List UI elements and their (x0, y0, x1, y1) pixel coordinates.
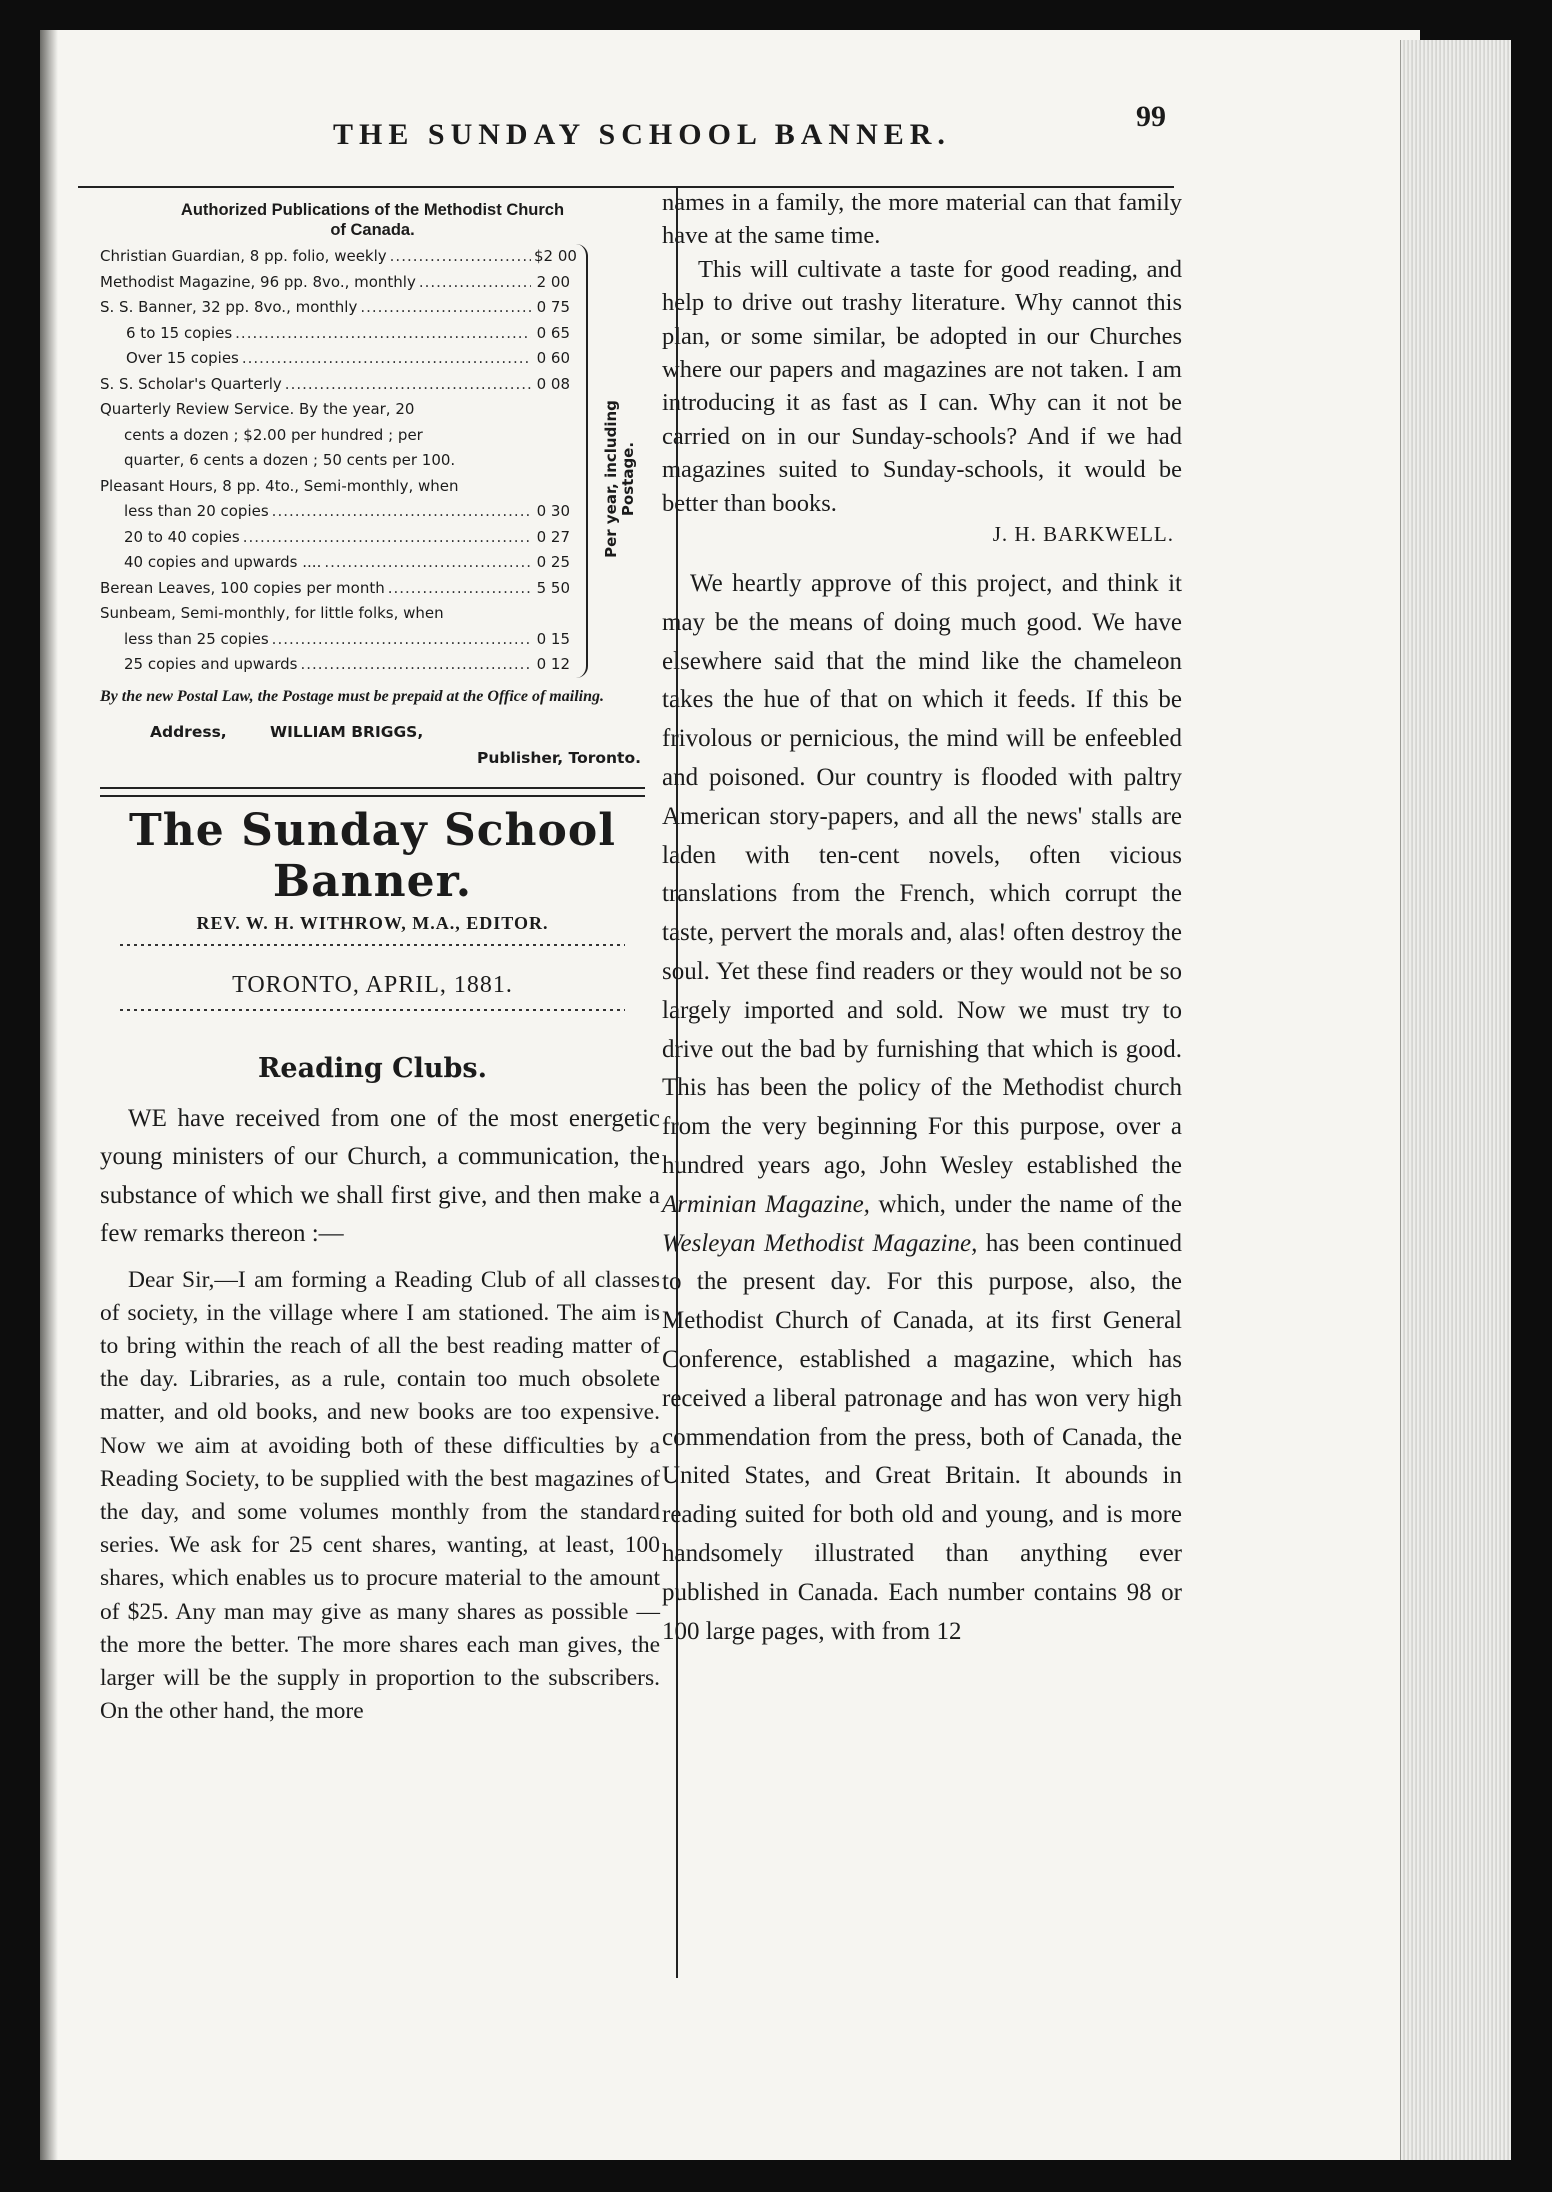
page-number: 99 (1136, 100, 1166, 133)
price-row (100, 601, 570, 627)
letter-right-p2: This will cultivate a taste for good reading, and help to drive out trashy literature. Why cannot this plan, or some similar, be adopted in our Churches where our papers and magazines are not taken. I am introducing it as fast as I can. Why can it not be carried on in our Sunday-schools? And if we had magazines suited to Sunday-schools, it would be better than books. (662, 255, 1182, 517)
leader-dots (419, 270, 531, 296)
price-row (100, 525, 570, 551)
publication-name: 6 to 15 copies (126, 323, 233, 342)
price-row (100, 423, 570, 449)
publication-price: 0 15 (536, 629, 570, 648)
publications-title: Authorized Publications of the Methodist Church of Canada. (180, 201, 565, 239)
publication-name: 20 to 40 copies (124, 527, 240, 546)
postal-note: By the new Postal Law, the Postage must be prepaid at the Office of mailing. (100, 687, 604, 705)
response-paragraph: We heartly approve of this project, and think it may be the means of doing much good. We have elsewhere said that the mind like the chameleon takes the hue of that on which it feeds. If this be frivolous or pernicious, the mind will be enfeebled and poisoned. Our country is flooded with paltry American story-papers, and all the news' stalls are laden with ten-cent novels, often vicious translations from the French, which corrupt the taste, pervert the morals and, alas! often destroy the soul. Yet these find readers or they would not be so largely imported and sold. Now we must try to drive out the bad by furnishing that which is good. This has been the policy of the Methodist church from the very beginning For this purpose, over a hundred years ago, John Wesley established the Arminian Magazine, which, under the name of the Wesleyan Methodist Magazine, has been continued to the present day. For this purpose, also, the Methodist Church of Canada, at its first General Conference, established a magazine, which has received a liberal patronage and has won very high commendation from the press, both of Canada, the United States, and Great Britain. It abounds in reading suited for both old and young, and is more handsomely illustrated than anything ever published in Canada. Each number contains 98 or 100 large pages, with from 12 (662, 570, 1182, 1645)
publication-name: Over 15 copies (126, 349, 239, 367)
masthead-rule (100, 787, 645, 797)
price-row (100, 474, 570, 500)
publication-name: quarter, 6 cents a dozen ; 50 cents per 100. (124, 451, 456, 469)
price-row (100, 346, 570, 372)
article-body-left (100, 1100, 660, 1729)
price-table (100, 244, 645, 678)
spine-shadow (40, 30, 58, 2160)
publication-name: cents a dozen ; $2.00 per hundred ; per (124, 425, 423, 444)
price-row (100, 627, 570, 653)
publication-name: Quarterly Review Service. By the year, 20 (100, 400, 415, 418)
running-head: THE SUNDAY SCHOOL BANNER. (333, 118, 951, 151)
address-line (100, 723, 645, 741)
price-row (100, 244, 577, 270)
publication-name: 25 copies and upwards (124, 655, 298, 673)
publication-name: Berean Leaves, 100 copies per month (100, 578, 385, 597)
left-column (100, 200, 660, 1728)
leader-dots (324, 550, 531, 576)
leader-dots (242, 346, 531, 372)
editorial-response (662, 565, 1182, 1651)
price-row (100, 295, 570, 321)
price-row (100, 270, 570, 296)
publication-name: S. S. Scholar's Quarterly (100, 374, 282, 393)
wavy-rule-top (120, 944, 625, 946)
leader-dots (390, 244, 531, 270)
publication-price: 0 75 (536, 298, 570, 316)
page-edges (1400, 40, 1511, 2160)
wavy-rule-bottom (120, 1009, 625, 1011)
price-row (100, 397, 570, 423)
publication-name: less than 25 copies (124, 629, 269, 648)
publication-name: 40 copies and upwards .... (124, 553, 322, 571)
publication-name: Christian Guardian, 8 pp. folio, weekly (100, 247, 387, 265)
letter-continued (662, 186, 1182, 520)
price-row (100, 499, 570, 525)
price-row (100, 576, 570, 602)
price-row (100, 372, 570, 398)
wesleyan-title: Wesleyan Methodist Magazine, (662, 1229, 978, 1257)
dateline: TORONTO, APRIL, 1881. (232, 971, 513, 998)
publication-price: 2 00 (536, 272, 570, 291)
price-row (100, 652, 570, 678)
publication-name: Pleasant Hours, 8 pp. 4to., Semi-monthly, when (100, 476, 459, 495)
publication-price: 0 60 (536, 349, 570, 367)
leader-dots (272, 499, 531, 525)
arminian-title: Arminian Magazine, (662, 1190, 870, 1218)
publisher-line: Publisher, Toronto. (477, 748, 641, 767)
publication-price: 0 12 (536, 655, 570, 673)
letter-signature: J. H. BARKWELL. (992, 522, 1174, 547)
masthead-title: The Sunday School Banner. (129, 804, 616, 907)
per-year-note: Per year, including Postage. (602, 400, 637, 558)
letter-right-p1: names in a family, the more material can that family have at the same time. (662, 189, 1182, 250)
leader-dots (285, 372, 531, 398)
leader-dots (301, 652, 532, 678)
article-title: Reading Clubs. (257, 1052, 487, 1084)
publication-price: 0 25 (536, 553, 570, 571)
article-intro: WE have received from one of the most energetic young ministers of our Church, a communication, the substance of which we shall first give, and then make a few remarks thereon :— (100, 1104, 660, 1247)
leader-dots (235, 321, 531, 347)
address-label: Address, (150, 722, 227, 741)
right-column (662, 186, 1182, 1651)
publication-price: 5 50 (536, 578, 570, 597)
publication-price: 0 30 (536, 502, 570, 520)
price-row (100, 448, 570, 474)
price-row (100, 321, 570, 347)
letter-text-left: Dear Sir,—I am forming a Reading Club of all classes of society, in the village where I am stationed. The aim is to bring within the reach of all the best reading matter of the day. Libraries, as a rule, contain too much obsolete matter, and old books, and new books are too expensive. Now we aim at avoiding both of these difficulties by a Reading Society, to be supplied with the best magazines of the day, and some volumes monthly from the standard series. We ask for 25 cent shares, wanting, at least, 100 shares, which enables us to procure material to the amount of $25. Any man may give as many shares as possible — the more the better. The more shares each man gives, the larger will be the supply in proportion to the subscribers. On the other hand, the more (100, 1266, 660, 1725)
publication-name: Methodist Magazine, 96 pp. 8vo., monthly (100, 272, 416, 291)
leader-dots (243, 525, 531, 551)
publication-price: 0 27 (536, 527, 570, 546)
leader-dots (388, 576, 531, 602)
price-row (100, 550, 570, 576)
publication-price: $2 00 (534, 247, 577, 265)
publication-name: less than 20 copies (124, 502, 269, 520)
leader-dots (360, 295, 531, 321)
publication-price: 0 65 (536, 323, 570, 342)
address-name: WILLIAM BRIGGS, (270, 722, 424, 741)
editor-line: REV. W. H. WITHROW, M.A., EDITOR. (196, 912, 549, 933)
publication-price: 0 08 (536, 374, 570, 393)
publication-name: S. S. Banner, 32 pp. 8vo., monthly (100, 298, 358, 316)
price-brace (576, 244, 588, 678)
leader-dots (272, 627, 531, 653)
publication-name: Sunbeam, Semi-monthly, for little folks, when (100, 604, 444, 622)
